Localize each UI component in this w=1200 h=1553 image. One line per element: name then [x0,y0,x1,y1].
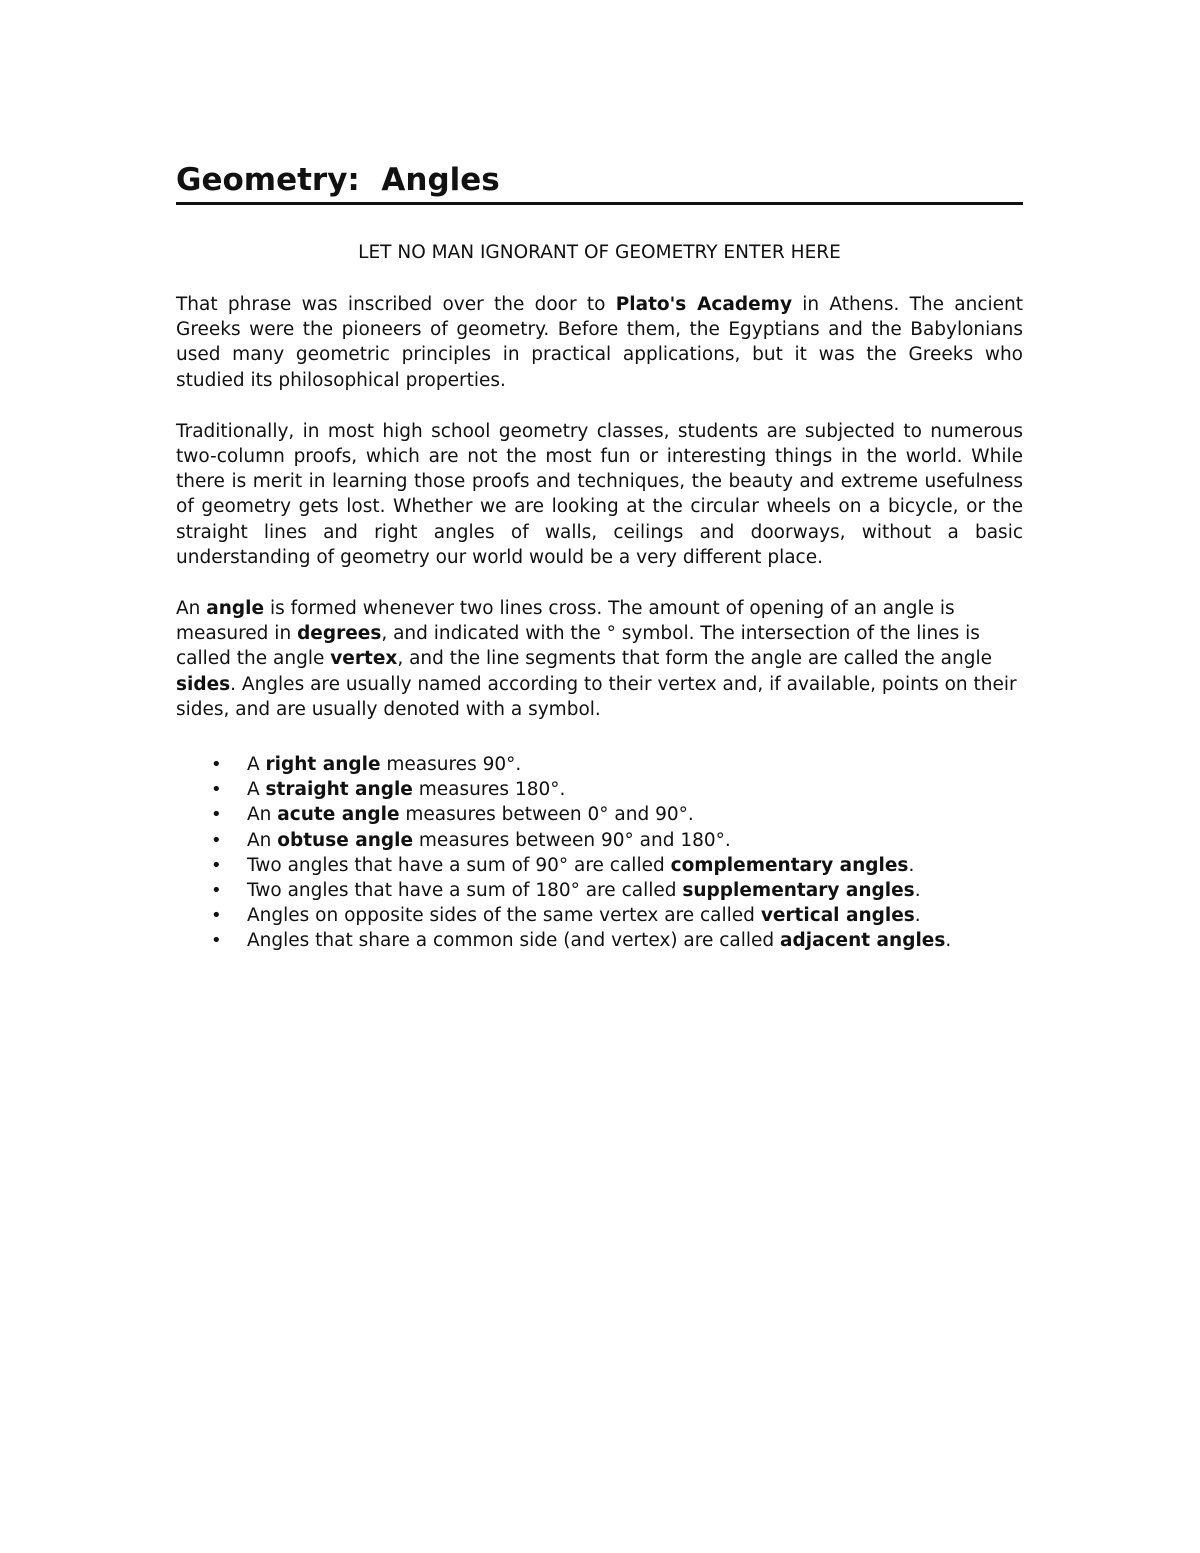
angle-types-list [176,752,1023,954]
bullet-icon: • [211,905,222,927]
list-item: • Two angles that have a sum of 90° are called complementary angles. [176,853,1023,878]
traditional-geometry-paragraph: Traditionally, in most high school geometry classes, students are subjected to numerous two-column proofs, which are not the most fun or interesting things in the world. While there is merit in learning those proofs and techniques, the beauty and extreme usefulness of geometry gets lost. Whether we are looking at the circular wheels on a bicycle, or the straight lines and right angles of walls, ceilings and doorways, without a basic understanding of geometry our world would be a very different place. [176,420,1023,568]
bullet-icon: • [211,804,222,826]
angle-definition-paragraph: An angle is formed whenever two lines cross. The amount of opening of an angle is measured in degrees, and indicated with the ° symbol. The intersection of the lines is called the angle vertex, and the line segments that form the angle are called the angle sides. Angles are usually named according to their vertex and, if available, points on their sides, and are usually denoted with a symbol. [176,598,1017,720]
bullet-icon: • [211,880,222,902]
bullet-icon: • [211,854,222,876]
bullet-icon: • [211,930,222,952]
list-item: • An acute angle measures between 0° and 90°. [176,802,1023,827]
list-item: • An obtuse angle measures between 90° and 180°. [176,828,1023,853]
list-item: • Angles on opposite sides of the same vertex are called vertical angles. [176,903,1023,928]
page-title: Geometry: Angles [176,160,1023,205]
bullet-icon: • [211,829,222,851]
bullet-icon: • [211,754,222,776]
intro-paragraph: That phrase was inscribed over the door to Plato's Academy in Athens. The ancient Greeks were the pioneers of geometry. Before them, the Egyptians and the Babylonians used many geometric principles in practical applications, but it was the Greeks who studied its philosophical properties. [176,294,1023,391]
list-item: • Two angles that have a sum of 180° are called supplementary angles. [176,878,1023,903]
list-item: • Angles that share a common side (and vertex) are called adjacent angles. [176,928,1023,953]
bold-term: Plato's Academy [615,294,793,315]
document-page [176,160,1023,954]
bullet-icon: • [211,779,222,801]
list-item: • A straight angle measures 180°. [176,777,1023,802]
motto-line: LET NO MAN IGNORANT OF GEOMETRY ENTER HERE [358,242,841,263]
list-item: • A right angle measures 90°. [176,752,1023,777]
